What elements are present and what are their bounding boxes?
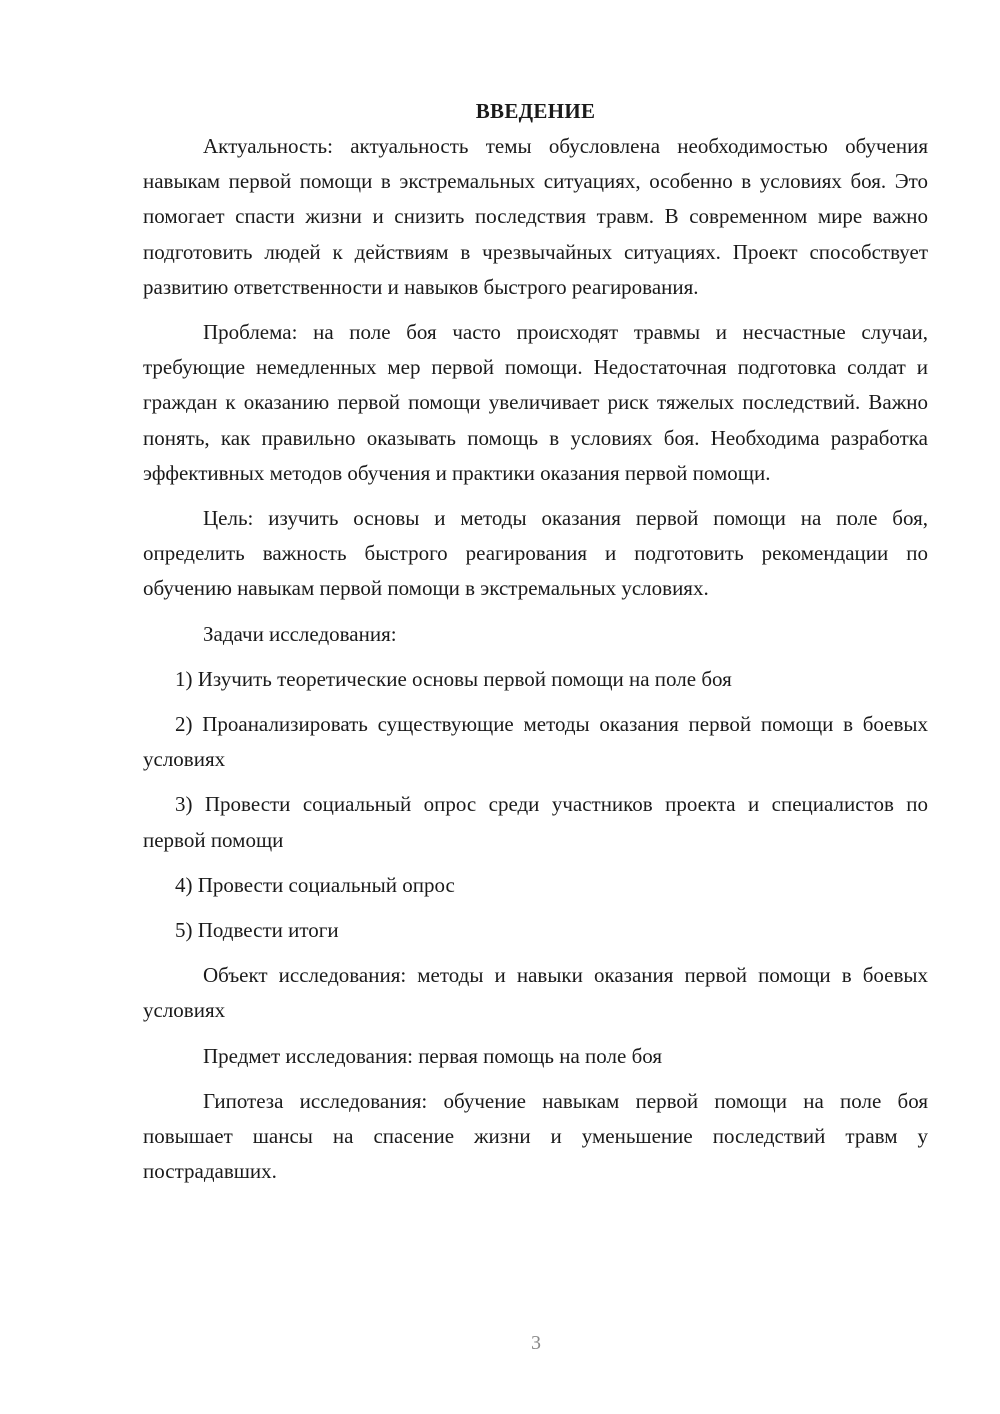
paragraph-relevance: Актуальность: актуальность темы обусловлена необходимостью обучения навыкам первой помощи в экстремальных ситуациях, особенно в условиях боя. Это помогает спасти жизни и снизить последствия травм. В современном мире важно подготовить людей к действиям в чрезвычайных ситуациях. Проект способствует развитию ответственности и навыков быстрого реагирования. <box>143 134 928 299</box>
task-item-4: 4) Провести социальный опрос <box>175 872 455 897</box>
paragraph-hypothesis: Гипотеза исследования: обучение навыкам первой помощи на поле боя повышает шансы на спасение жизни и уменьшение последствий травм у пострадавших. <box>143 1088 928 1184</box>
task-item-2: 2) Проанализировать существующие методы оказания первой помощи в боевых условиях <box>143 712 928 772</box>
paragraph-subject: Предмет исследования: первая помощь на поле боя <box>203 1043 663 1068</box>
paragraph-goal: Цель: изучить основы и методы оказания первой помощи на поле боя, определить важность быстрого реагирования и подготовить рекомендации по обучению навыкам первой помощи в экстремальных условиях. <box>143 506 928 601</box>
tasks-heading: Задачи исследования: <box>203 621 397 646</box>
task-item-1: 1) Изучить теоретические основы первой помощи на поле боя <box>175 666 732 691</box>
paragraph-problem: Проблема: на поле боя часто происходят травмы и несчастные случаи, требующие немедленных мер первой помощи. Недостаточная подготовка солдат и граждан к оказанию первой помощи увеличивает риск тяжелых последствий. Важно понять, как правильно оказывать помощь в условиях боя. Необходима разработка эффективных методов обучения и практики оказания первой помощи. <box>143 320 928 485</box>
paragraph-object: Объект исследования: методы и навыки оказания первой помощи в боевых условиях <box>143 963 928 1023</box>
page-content <box>143 94 928 1199</box>
section-title: ВВЕДЕНИЕ <box>475 99 596 123</box>
page-number: 3 <box>531 1332 541 1354</box>
task-item-5: 5) Подвести итоги <box>175 918 339 943</box>
task-item-3: 3) Провести социальный опрос среди участников проекта и специалистов по первой помощи <box>143 792 928 852</box>
